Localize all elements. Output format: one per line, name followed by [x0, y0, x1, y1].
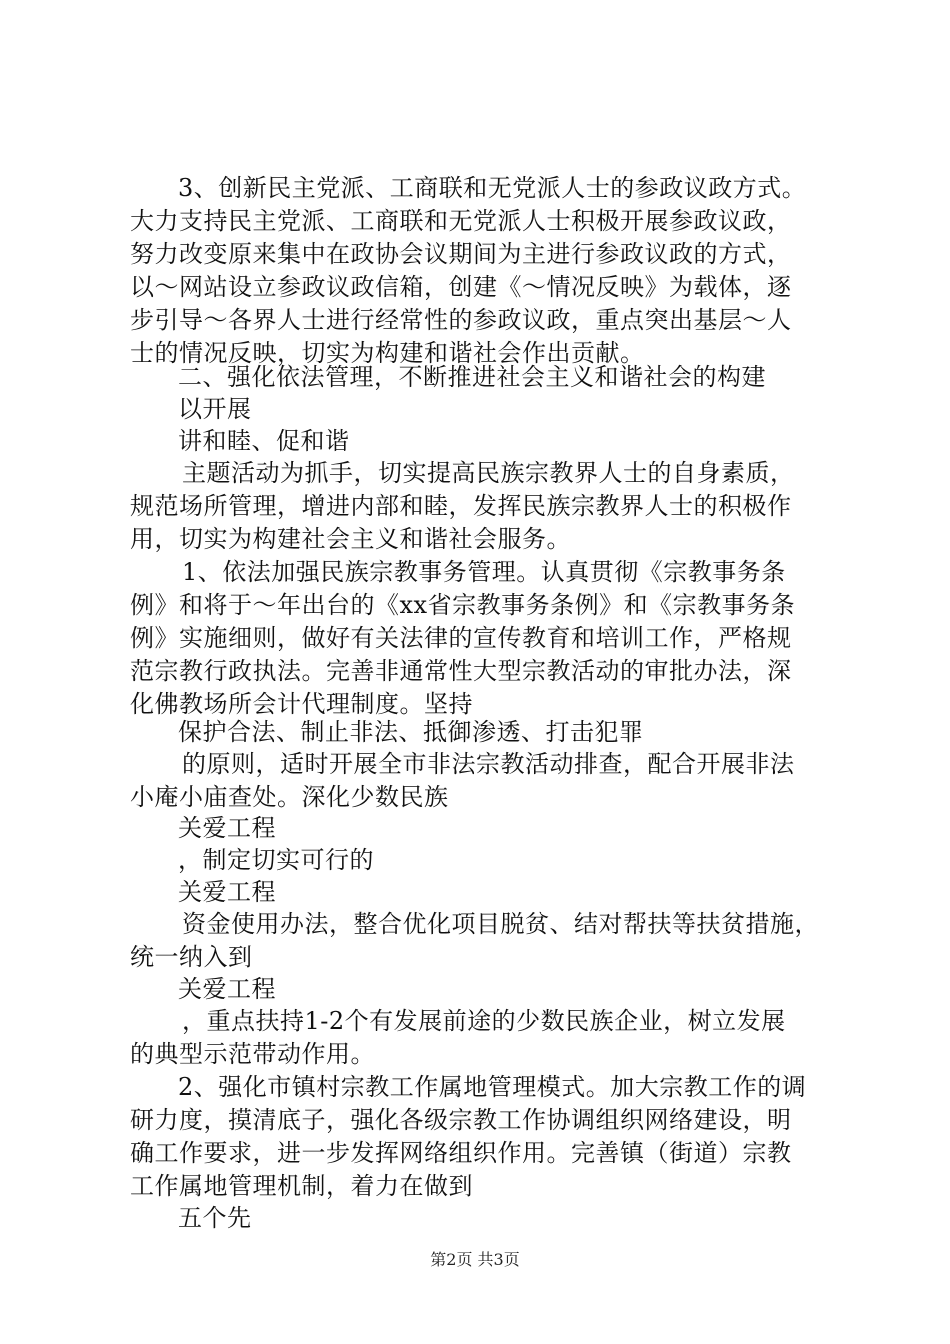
- text-line-19: 的原则，适时开展全市非法宗教活动排查，配合开展非法: [182, 750, 795, 778]
- text-line-8: 以开展: [178, 395, 252, 423]
- text-line-3: 努力改变原来集中在政协会议期间为主进行参政议政的方式，: [130, 240, 792, 268]
- text-line-1: 3、创新民主党派、工商联和无党派人士的参政议政方式。: [178, 174, 807, 202]
- text-line-4: 以～网站设立参政议政信箱，创建《～情况反映》为载体，逐: [130, 273, 792, 301]
- text-line-28: 的典型示范带动作用。: [130, 1040, 375, 1068]
- text-line-13: 1、依法加强民族宗教事务管理。认真贯彻《宗教事务条: [182, 558, 786, 586]
- text-line-25: 统一纳入到: [130, 943, 253, 971]
- text-line-17: 化佛教场所会计代理制度。坚持: [130, 690, 473, 718]
- text-line-18: 保护合法、制止非法、抵御渗透、打击犯罪: [178, 718, 644, 746]
- text-line-16: 范宗教行政执法。完善非通常性大型宗教活动的审批办法，深: [130, 657, 792, 685]
- text-line-23: 关爱工程: [178, 878, 276, 906]
- text-line-22: ，制定切实可行的: [178, 846, 374, 874]
- text-line-24: 资金使用办法，整合优化项目脱贫、结对帮扶等扶贫措施，: [182, 910, 819, 938]
- text-line-15: 例》实施细则，做好有关法律的宣传教育和培训工作，严格规: [130, 624, 792, 652]
- text-line-9: 讲和睦、促和谐: [178, 427, 350, 455]
- page-footer: 第2页 共3页: [430, 1250, 520, 1269]
- text-line-21: 关爱工程: [178, 814, 276, 842]
- text-line-12: 用，切实为构建社会主义和谐社会服务。: [130, 525, 571, 553]
- text-line-2: 大力支持民主党派、工商联和无党派人士积极开展参政议政，: [130, 207, 792, 235]
- text-line-27: ，重点扶持1-2个有发展前途的少数民族企业，树立发展: [182, 1007, 786, 1035]
- text-line-29: 2、强化市镇村宗教工作属地管理模式。加大宗教工作的调: [178, 1073, 807, 1101]
- section-heading-2: 二、强化依法管理，不断推进社会主义和谐社会的构建: [178, 363, 766, 391]
- text-line-31: 确工作要求，进一步发挥网络组织作用。完善镇（街道）宗教: [130, 1139, 792, 1167]
- text-line-14: 例》和将于～年出台的《xx省宗教事务条例》和《宗教事务条: [130, 591, 796, 619]
- text-line-33: 五个先: [178, 1204, 252, 1232]
- text-line-6: 士的情况反映，切实为构建和谐社会作出贡献。: [130, 339, 645, 367]
- text-line-32: 工作属地管理机制，着力在做到: [130, 1172, 473, 1200]
- text-line-5: 步引导～各界人士进行经常性的参政议政，重点突出基层～人: [130, 306, 792, 334]
- text-line-10: 主题活动为抓手，切实提高民族宗教界人士的自身素质，: [182, 459, 795, 487]
- text-line-26: 关爱工程: [178, 975, 276, 1003]
- text-line-30: 研力度，摸清底子，强化各级宗教工作协调组织网络建设，明: [130, 1106, 792, 1134]
- text-line-20: 小庵小庙查处。深化少数民族: [130, 783, 449, 811]
- text-line-11: 规范场所管理，增进内部和睦，发挥民族宗教界人士的积极作: [130, 492, 792, 520]
